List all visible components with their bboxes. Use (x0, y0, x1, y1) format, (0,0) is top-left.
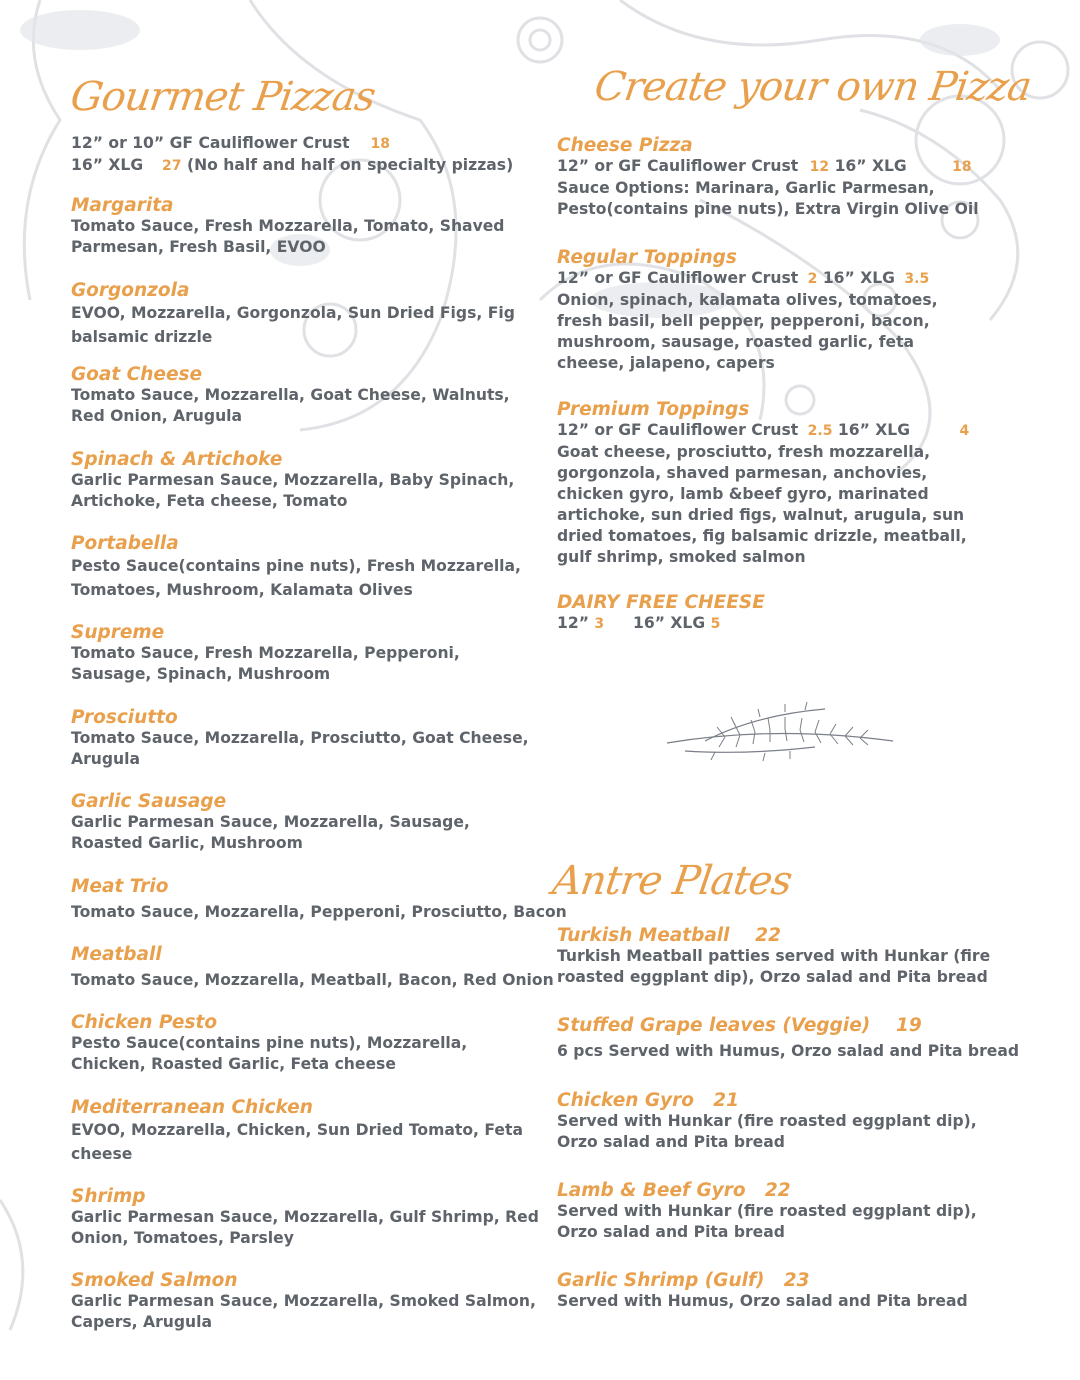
item-name: Regular Toppings (557, 247, 737, 268)
antre-item-turkish-meatball (557, 925, 1027, 988)
item-name: Margarita (71, 195, 174, 216)
item-description: Tomato Sauce, Mozzarella, Prosciutto, Goat Cheese, Arugula (71, 729, 529, 768)
menu-item-shrimp (71, 1186, 541, 1249)
intro-size-text: 12” or 10” GF Cauliflower Crust (71, 134, 350, 152)
item-price: 19 (896, 1015, 922, 1036)
antre-item-lamb-beef-gyro (557, 1180, 997, 1243)
intro-price: 18 (370, 136, 390, 152)
intro-note: (No half and half on specialty pizzas) (186, 156, 514, 174)
create-your-own-heading: Create your own Pizza (591, 64, 1034, 110)
menu-item-prosciutto (71, 707, 541, 770)
item-description: Garlic Parmesan Sauce, Mozzarella, Baby Spinach, Artichoke, Feta cheese, Tomato (71, 471, 515, 510)
item-name: Garlic Shrimp (Gulf) (557, 1270, 765, 1291)
menu-item-garlic-sausage (71, 791, 541, 854)
item-description: Pesto Sauce(contains pine nuts), Mozzarella, Chicken, Roasted Garlic, Feta cheese (71, 1034, 468, 1073)
antre-item-chicken-gyro (557, 1090, 997, 1153)
item-name: Turkish Meatball (557, 925, 730, 946)
item-name: Prosciutto (71, 707, 178, 728)
size-label: 12” (557, 614, 589, 632)
item-name: Cheese Pizza (557, 135, 693, 156)
item-description: Garlic Parmesan Sauce, Mozzarella, Sausage, Roasted Garlic, Mushroom (71, 813, 470, 852)
antre-plates-heading: Antre Plates (549, 858, 795, 904)
menu-item-chicken-pesto (71, 1012, 541, 1075)
item-description: Tomato Sauce, Mozzarella, Pepperoni, Prosciutto, Bacon (71, 903, 567, 921)
menu-item-smoked-salmon (71, 1270, 541, 1333)
menu-item-meat-trio (71, 876, 567, 923)
item-name: Smoked Salmon (71, 1270, 238, 1291)
size-price-line (557, 268, 977, 290)
menu-item-margarita (71, 195, 541, 258)
cheese-pizza-block (557, 135, 997, 220)
gourmet-intro (71, 133, 541, 177)
item-name: Gorgonzola (71, 280, 190, 301)
item-price: 23 (783, 1270, 810, 1291)
item-name: Chicken Gyro (557, 1090, 694, 1111)
size-label: 16” XLG (633, 614, 706, 632)
premium-toppings-block (557, 399, 995, 568)
item-description: Onion, spinach, kalamata olives, tomatoes, fresh basil, bell pepper, pepperoni, bacon, mushroom, sausage, roasted garlic, feta cheese, jalapeno, capers (557, 291, 938, 372)
item-description: Turkish Meatball patties served with Hunkar (fire roasted eggplant dip), Orzo salad and Pita bread (557, 947, 991, 986)
size-price-line (557, 613, 1057, 635)
regular-toppings-block (557, 247, 977, 374)
item-name: DAIRY FREE CHEESE (557, 592, 765, 613)
menu-item-spinach-artichoke (71, 449, 541, 512)
item-description: 6 pcs Served with Humus, Orzo salad and Pita bread (557, 1042, 1020, 1060)
item-price: 22 (764, 1180, 791, 1201)
item-description: Tomato Sauce, Mozzarella, Goat Cheese, Walnuts, Red Onion, Arugula (71, 386, 510, 425)
price: 2 (807, 271, 818, 287)
size-price-line (557, 156, 997, 178)
item-name-line (557, 1090, 997, 1111)
intro-price: 27 (162, 158, 182, 174)
item-description: Pesto Sauce(contains pine nuts), Fresh Mozzarella, Tomatoes, Mushroom, Kalamata Olives (71, 557, 521, 599)
price: 5 (710, 616, 721, 632)
item-name: Garlic Sausage (71, 791, 227, 812)
item-name: Shrimp (71, 1186, 146, 1207)
item-description: Tomato Sauce, Fresh Mozzarella, Pepperoni, Sausage, Spinach, Mushroom (71, 644, 460, 683)
menu-item-supreme (71, 622, 541, 685)
price: 4 (959, 423, 970, 439)
price: 18 (952, 159, 972, 175)
gourmet-intro-line (71, 133, 541, 155)
herb-sprig-ornament (665, 695, 897, 775)
item-description: Sauce Options: Marinara, Garlic Parmesan, Pesto(contains pine nuts), Extra Virgin Olive Oil (557, 179, 979, 218)
menu-item-portabella (71, 533, 541, 602)
item-description: EVOO, Mozzarella, Gorgonzola, Sun Dried Figs, Fig balsamic drizzle (71, 304, 515, 346)
price: 12 (809, 159, 830, 175)
item-description: Garlic Parmesan Sauce, Mozzarella, Gulf Shrimp, Red Onion, Tomatoes, Parsley (71, 1208, 539, 1247)
item-name: Goat Cheese (71, 364, 203, 385)
size-label: 12” or GF Cauliflower Crust (557, 421, 799, 439)
item-description: Served with Hunkar (fire roasted eggplant dip), Orzo salad and Pita bread (557, 1112, 977, 1151)
item-name: Lamb & Beef Gyro (557, 1180, 746, 1201)
item-description: EVOO, Mozzarella, Chicken, Sun Dried Tomato, Feta cheese (71, 1121, 523, 1163)
item-name: Meat Trio (71, 876, 169, 897)
price: 3.5 (904, 271, 930, 287)
intro-size-text: 16” XLG (71, 156, 144, 174)
item-name: Portabella (71, 533, 179, 554)
item-name: Mediterranean Chicken (71, 1097, 313, 1118)
size-label: 16” XLG (834, 157, 907, 175)
size-price-line (557, 420, 995, 442)
item-name: Chicken Pesto (71, 1012, 218, 1033)
item-description: Tomato Sauce, Mozzarella, Meatball, Bacon, Red Onion (71, 971, 554, 989)
antre-item-garlic-shrimp (557, 1270, 1027, 1312)
item-name: Supreme (71, 622, 165, 643)
menu-item-goat-cheese (71, 364, 541, 427)
size-label: 12” or GF Cauliflower Crust (557, 269, 799, 287)
antre-item-stuffed-grape-leaves (557, 1015, 1027, 1062)
item-name: Spinach & Artichoke (71, 449, 283, 470)
price: 3 (594, 616, 605, 632)
item-description: Goat cheese, prosciutto, fresh mozzarella, gorgonzola, shaved parmesan, anchovies, chicken gyro, lamb &beef gyro, marinated artichoke, sun dried figs, walnut, arugula, sun dried tomatoes, fig balsamic drizzle, meatball, gulf shrimp, smoked salmon (557, 443, 967, 566)
menu-item-mediterranean-chicken (71, 1097, 541, 1166)
gourmet-intro-line (71, 155, 541, 177)
item-price: 21 (713, 1090, 740, 1111)
item-name-line (557, 1270, 1027, 1291)
item-name-line (557, 925, 1027, 946)
item-description: Served with Humus, Orzo salad and Pita bread (557, 1292, 968, 1310)
size-label: 16” XLG (822, 269, 895, 287)
size-label: 12” or GF Cauliflower Crust (557, 157, 799, 175)
price: 2.5 (807, 423, 833, 439)
size-label: 16” XLG (837, 421, 911, 439)
item-name-line (557, 1180, 997, 1201)
item-description: Served with Hunkar (fire roasted eggplant dip), Orzo salad and Pita bread (557, 1202, 977, 1241)
item-name-line (557, 1015, 1027, 1036)
item-name: Stuffed Grape leaves (Veggie) (557, 1015, 871, 1036)
gourmet-pizzas-heading: Gourmet Pizzas (67, 74, 378, 120)
menu-item-meatball (71, 944, 554, 991)
item-description: Garlic Parmesan Sauce, Mozzarella, Smoked Salmon, Capers, Arugula (71, 1292, 536, 1331)
item-description: Tomato Sauce, Fresh Mozzarella, Tomato, Shaved Parmesan, Fresh Basil, EVOO (71, 217, 505, 256)
item-name: Meatball (71, 944, 162, 965)
menu-item-gorgonzola (71, 280, 541, 349)
item-price: 22 (755, 925, 782, 946)
dairy-free-block (557, 592, 1057, 635)
item-name: Premium Toppings (557, 399, 750, 420)
